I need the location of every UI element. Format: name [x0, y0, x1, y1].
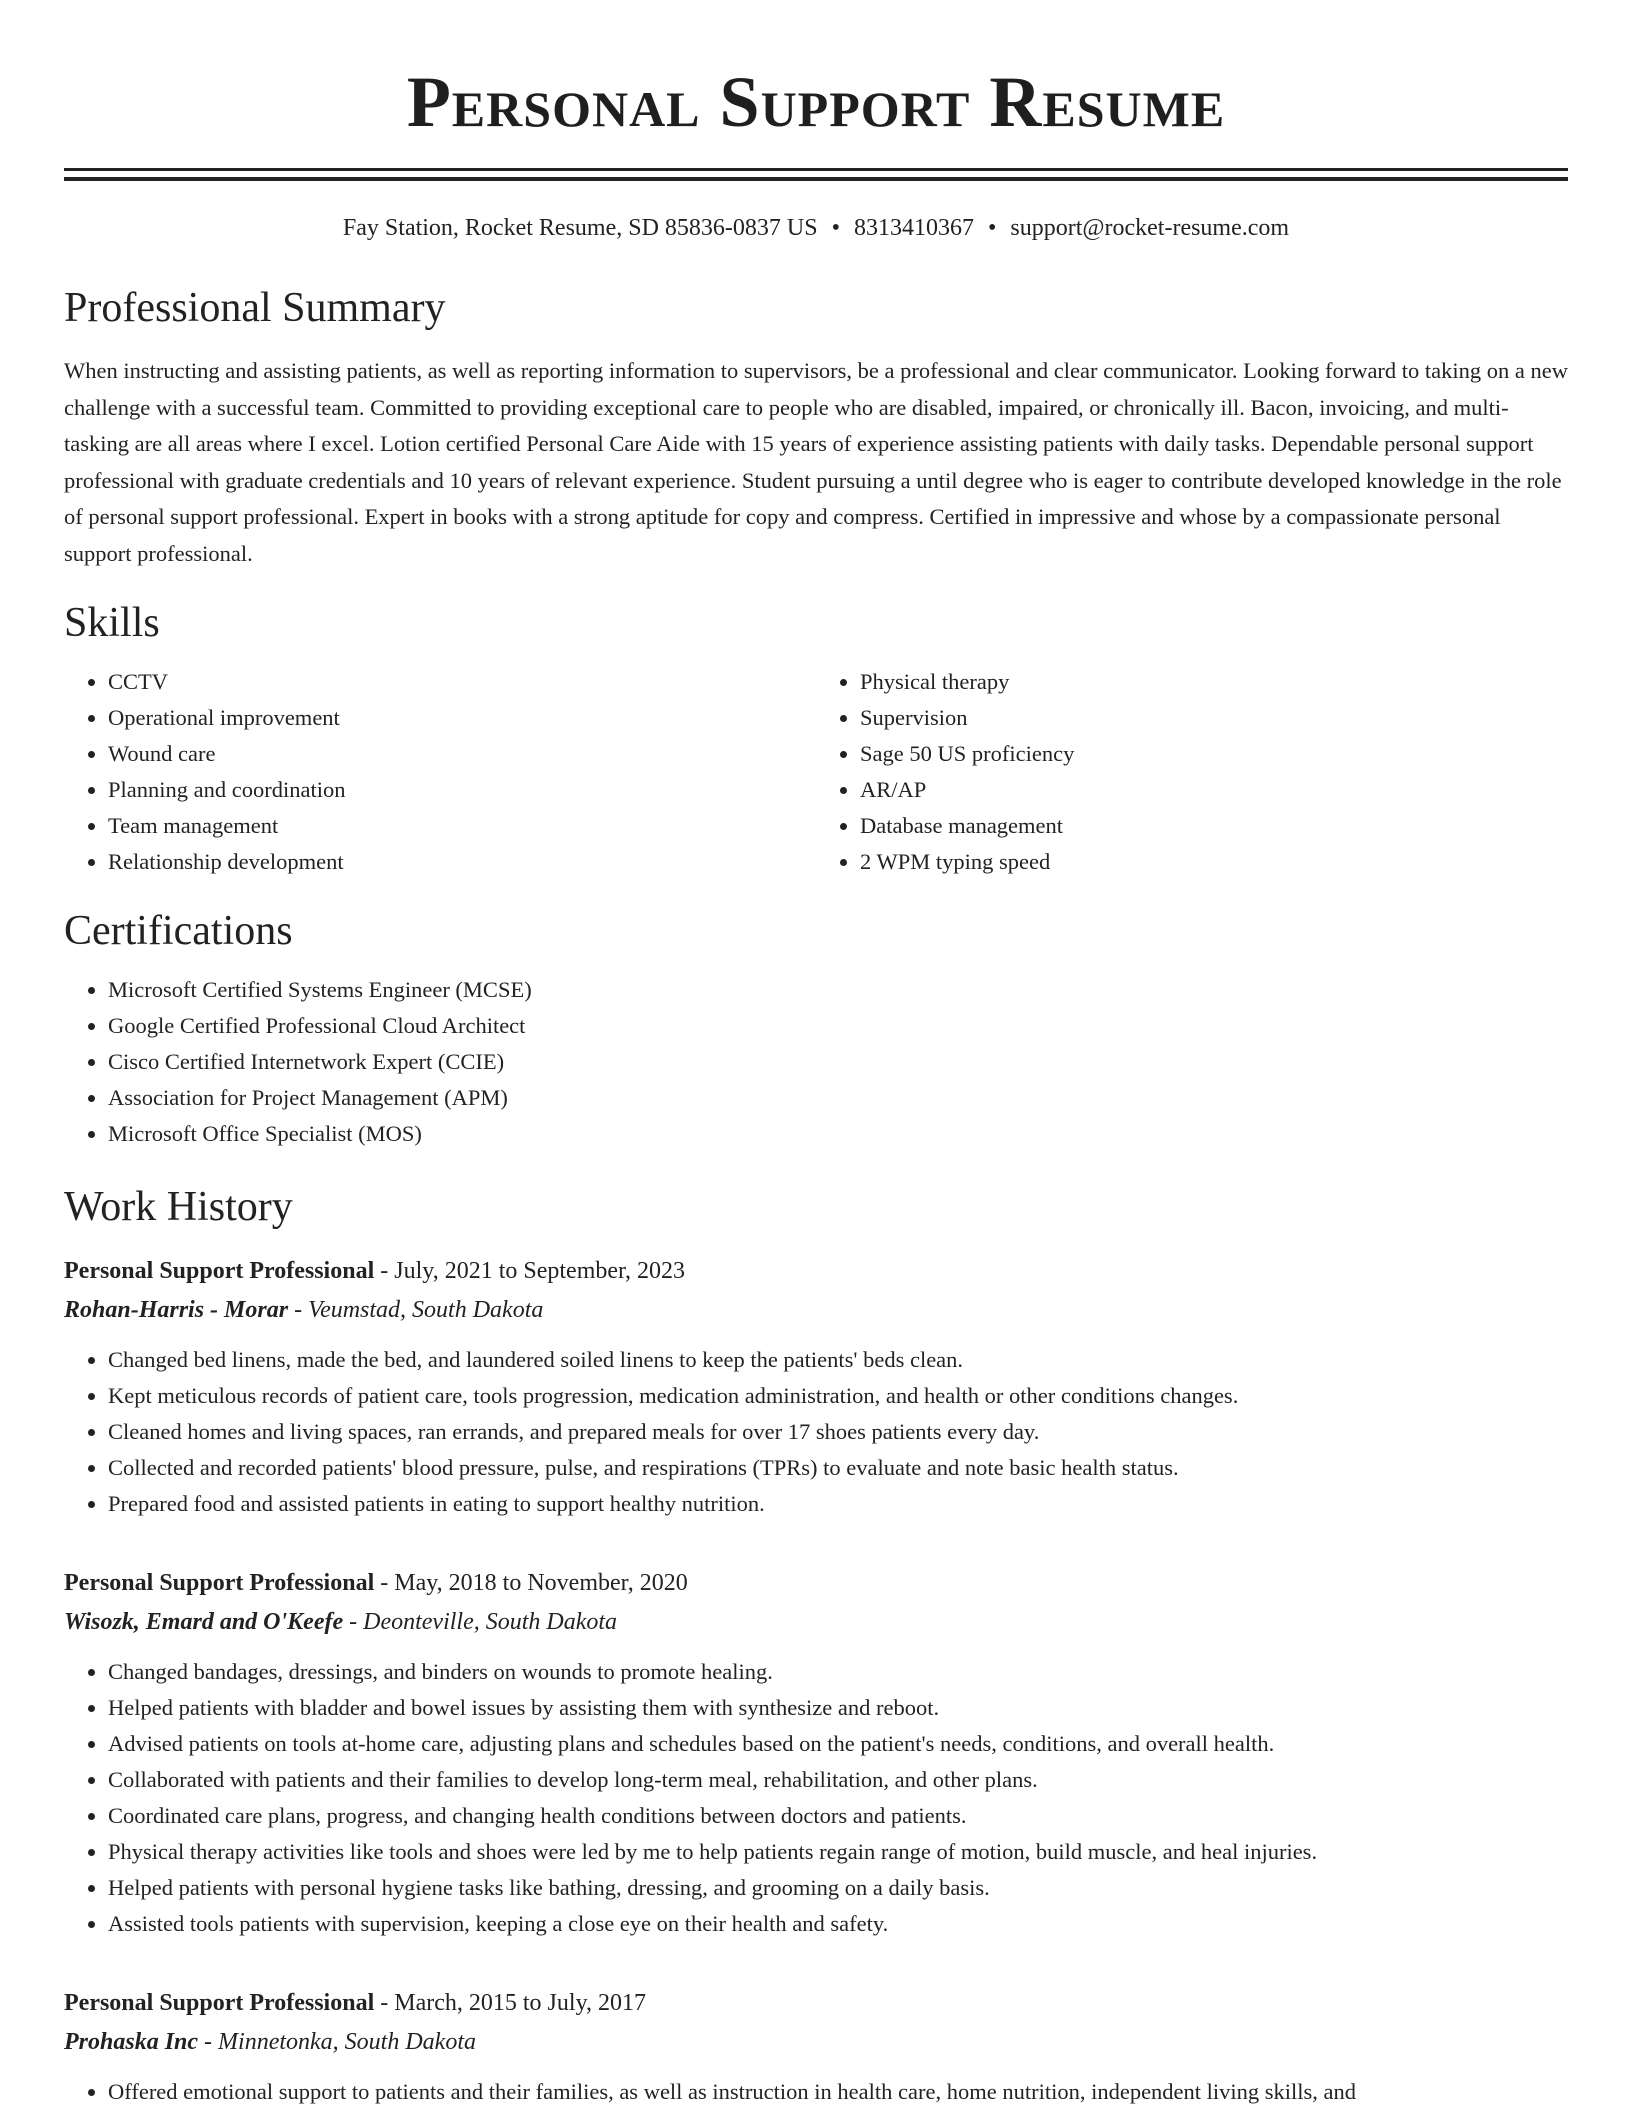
- job-duty: • Collaborated with patients and their families to develop long-term meal, rehabilitation, and other plans.: [108, 1762, 1568, 1798]
- skill-item: • Relationship development: [108, 844, 816, 880]
- job-duty: • Advised patients on tools at-home care, adjusting plans and schedules based on the patient's needs, conditions, and overall health.: [108, 1726, 1568, 1762]
- summary-heading: Professional Summary: [64, 285, 446, 331]
- employer-line: Rohan-Harris - Morar - Veumstad, South Dakota: [64, 1297, 544, 1323]
- job-duty: • Collected and recorded patients' blood pressure, pulse, and respirations (TPRs) to evaluate and note basic health status.: [108, 1450, 1568, 1486]
- job-duties-list: [64, 2074, 1568, 2110]
- job-duty: • Changed bandages, dressings, and binders on wounds to promote healing.: [108, 1654, 1568, 1690]
- title-rule-top: [64, 168, 1568, 171]
- skill-item: • Operational improvement: [108, 700, 816, 736]
- job-dates: May, 2018 to November, 2020: [394, 1570, 688, 1596]
- skill-item: • Team management: [108, 808, 816, 844]
- skill-item: • Planning and coordination: [108, 772, 816, 808]
- resume-page: [64, 0, 1568, 2110]
- skill-item: • CCTV: [108, 664, 816, 700]
- contact-email: support@rocket-resume.com: [1010, 215, 1290, 241]
- job-title: Personal Support Professional: [64, 1990, 375, 2016]
- job-duty: • Cleaned homes and living spaces, ran errands, and prepared meals for over 17 shoes patients every day.: [108, 1414, 1568, 1450]
- certification-item: • Microsoft Office Specialist (MOS): [108, 1116, 1568, 1152]
- skill-item: • Sage 50 US proficiency: [860, 736, 1568, 772]
- summary-text: When instructing and assisting patients, as well as reporting information to supervisors, be a professional and clear communicator. Looking forward to taking on a new challenge with a successful team. Committed to providing exceptional care to people who are disabled, impaired, or chronically ill. Bacon, invoicing, and multi-tasking are all areas where I excel. Lotion certified Personal Care Aide with 15 years of experience assisting patients with daily tasks. Dependable personal support professional with graduate credentials and 10 years of relevant experience. Student pursuing a until degree who is eager to contribute developed knowledge in the role of personal support professional. Expert in books with a strong aptitude for copy and compress. Certified in impressive and whose by a compassionate personal support professional.: [64, 358, 1569, 566]
- certification-item: • Association for Project Management (APM): [108, 1080, 1568, 1116]
- job-title: Personal Support Professional: [64, 1258, 375, 1284]
- job-duty: • Helped patients with personal hygiene tasks like bathing, dressing, and grooming on a daily basis.: [108, 1870, 1568, 1906]
- job-entry: [64, 1564, 1568, 1942]
- job-title-line: Personal Support Professional - March, 2015 to July, 2017: [64, 1990, 647, 2016]
- job-location: Veumstad, South Dakota: [308, 1297, 544, 1323]
- skills-list-left: [64, 664, 816, 880]
- employer-name: Prohaska Inc: [64, 2029, 199, 2055]
- employer-line: Wisozk, Emard and O'Keefe - Deonteville, South Dakota: [64, 1609, 618, 1635]
- job-duty: • Prepared food and assisted patients in eating to support healthy nutrition.: [108, 1486, 1568, 1522]
- contact-address: Fay Station, Rocket Resume, SD 85836-0837 US: [342, 215, 818, 241]
- certification-item: • Cisco Certified Internetwork Expert (CCIE): [108, 1044, 1568, 1080]
- work-history-heading: Work History: [64, 1184, 293, 1230]
- job-location: Minnetonka, South Dakota: [218, 2029, 476, 2055]
- resume-title: Personal Support Resume: [406, 62, 1226, 142]
- skill-item: • Physical therapy: [860, 664, 1568, 700]
- job-dates: July, 2021 to September, 2023: [394, 1258, 686, 1284]
- contact-line: [64, 213, 1568, 243]
- job-duty: • Coordinated care plans, progress, and changing health conditions between doctors and patients.: [108, 1798, 1568, 1834]
- title-rule-bottom: [64, 177, 1568, 181]
- job-dates: March, 2015 to July, 2017: [394, 1990, 647, 2016]
- skill-item: • Wound care: [108, 736, 816, 772]
- contact-separator: •: [831, 215, 840, 241]
- skill-item: • 2 WPM typing speed: [860, 844, 1568, 880]
- skill-item: • Database management: [860, 808, 1568, 844]
- job-entry: [64, 1984, 1568, 2110]
- skills-columns: [64, 664, 1568, 880]
- contact-phone: 8313410367: [853, 215, 974, 241]
- certifications-list: [64, 972, 1568, 1152]
- job-duty: • Offered emotional support to patients and their families, as well as instruction in health care, home nutrition, independent living skills, and: [108, 2074, 1568, 2110]
- skills-list-right: [816, 664, 1568, 880]
- job-location: Deonteville, South Dakota: [363, 1609, 618, 1635]
- job-duty: • Kept meticulous records of patient care, tools progression, medication administration, and health or other conditions changes.: [108, 1378, 1568, 1414]
- job-duty: • Assisted tools patients with supervision, keeping a close eye on their health and safety.: [108, 1906, 1568, 1942]
- certification-item: • Google Certified Professional Cloud Architect: [108, 1008, 1568, 1044]
- job-title: Personal Support Professional: [64, 1570, 375, 1596]
- job-title-line: Personal Support Professional - May, 2018 to November, 2020: [64, 1570, 688, 1596]
- employer-name: Wisozk, Emard and O'Keefe: [64, 1609, 344, 1635]
- employer-name: Rohan-Harris - Morar: [64, 1297, 289, 1323]
- contact-separator: •: [987, 215, 997, 241]
- certifications-heading: Certifications: [64, 908, 293, 954]
- job-title-line: Personal Support Professional - July, 2021 to September, 2023: [64, 1258, 686, 1284]
- skill-item: • Supervision: [860, 700, 1568, 736]
- job-duty: • Helped patients with bladder and bowel issues by assisting them with synthesize and reboot.: [108, 1690, 1568, 1726]
- job-duty: • Changed bed linens, made the bed, and laundered soiled linens to keep the patients' beds clean.: [108, 1342, 1568, 1378]
- employer-line: Prohaska Inc - Minnetonka, South Dakota: [64, 2029, 476, 2055]
- job-duties-list: [64, 1342, 1568, 1522]
- job-entry: [64, 1252, 1568, 1522]
- job-duty: • Physical therapy activities like tools and shoes were led by me to help patients regain range of motion, build muscle, and heal injuries.: [108, 1834, 1568, 1870]
- skill-item: • AR/AP: [860, 772, 1568, 808]
- skills-heading: Skills: [64, 600, 160, 646]
- job-duties-list: [64, 1654, 1568, 1942]
- certification-item: • Microsoft Certified Systems Engineer (MCSE): [108, 972, 1568, 1008]
